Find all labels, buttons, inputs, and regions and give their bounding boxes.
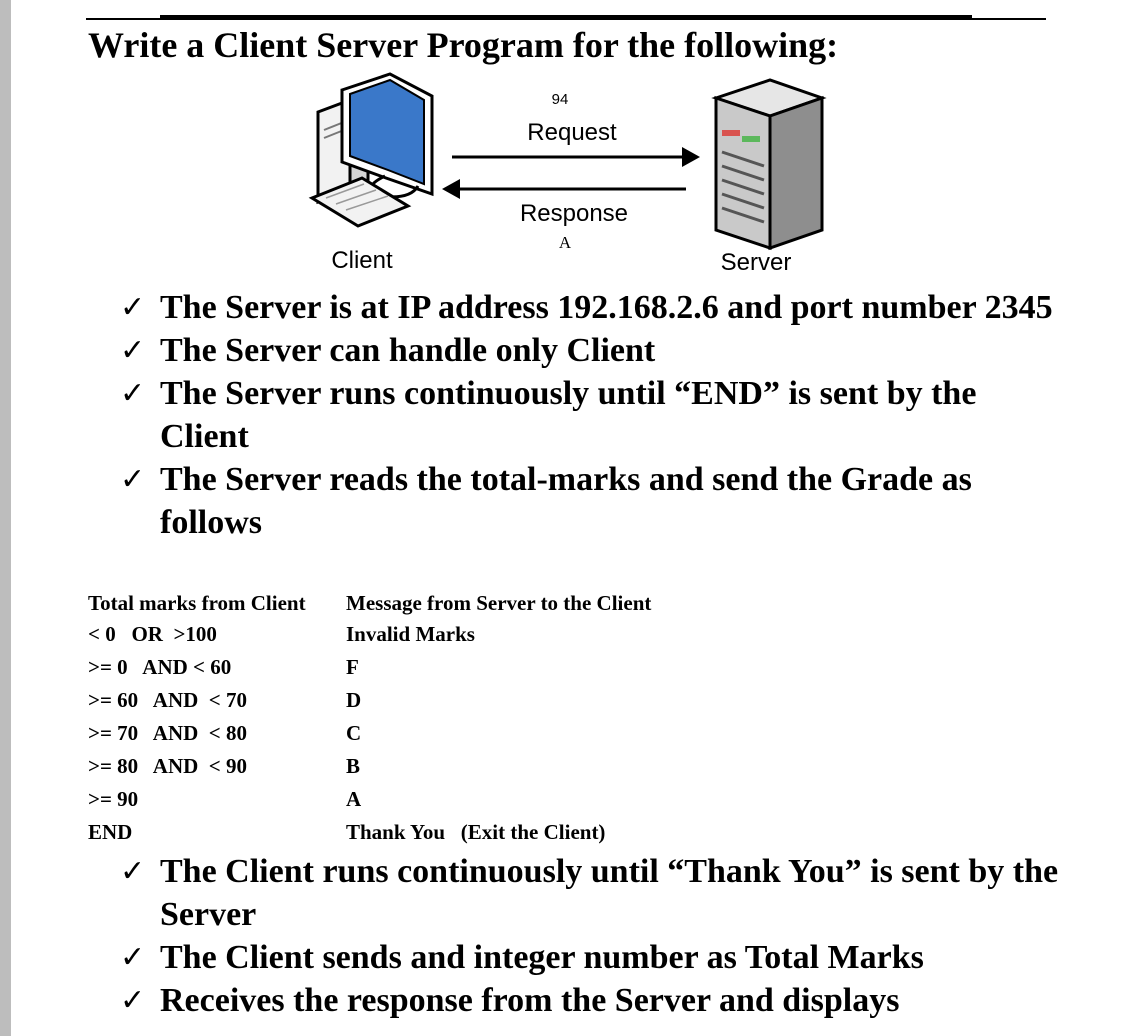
server-icon: [716, 80, 822, 248]
grade-table: [88, 588, 651, 849]
table-row: >= 60 AND < 70 D: [88, 688, 362, 712]
table-row: END Thank You (Exit the Client): [88, 820, 606, 844]
table-row: >= 90 A: [88, 787, 362, 811]
table-row: < 0 OR >100 Invalid Marks: [88, 622, 475, 646]
list-item: ✓ The Server can handle only Client: [120, 329, 1060, 372]
check-icon: ✓: [120, 940, 146, 975]
list-item: ✓ The Client sends and integer number as Total Marks: [120, 936, 1060, 979]
server-label: Server: [720, 249, 792, 276]
column-header: Message from Server to the Client: [346, 590, 652, 615]
table-row: >= 0 AND < 60 F: [88, 655, 359, 679]
check-icon: ✓: [120, 290, 146, 325]
client-server-diagram: [290, 70, 850, 285]
list-item: ✓ The Server runs continuously until “END” is sent by the Client: [120, 372, 1060, 458]
client-computer-icon: [312, 74, 432, 226]
server-requirements-list: [120, 286, 1060, 544]
response-grade: A: [558, 233, 572, 252]
check-icon: ✓: [120, 376, 146, 411]
check-icon: ✓: [120, 462, 146, 497]
check-icon: ✓: [120, 854, 146, 889]
check-icon: ✓: [120, 333, 146, 368]
table-row: >= 70 AND < 80 C: [88, 721, 362, 745]
page-title: Write a Client Server Program for the following:: [88, 25, 839, 65]
client-requirements-list: [120, 850, 1060, 1022]
check-icon: ✓: [120, 983, 146, 1018]
list-item: ✓ The Client runs continuously until “Thank You” is sent by the Server: [120, 850, 1060, 936]
table-header-row: [88, 588, 651, 618]
top-rule-bold: [160, 15, 972, 19]
list-item: ✓ Receives the response from the Server and displays: [120, 979, 1060, 1022]
response-label: Response: [519, 200, 629, 227]
request-number: 94: [551, 91, 569, 108]
client-label: Client: [331, 247, 393, 274]
list-item: ✓ The Server is at IP address 192.168.2.6 and port number 2345: [120, 286, 1060, 329]
list-item: ✓ The Server reads the total-marks and send the Grade as follows: [120, 458, 1060, 544]
request-label: Request: [527, 119, 617, 146]
left-margin-bar: [0, 0, 11, 1036]
table-row: >= 80 AND < 90 B: [88, 754, 361, 778]
column-header: Total marks from Client: [88, 590, 306, 615]
